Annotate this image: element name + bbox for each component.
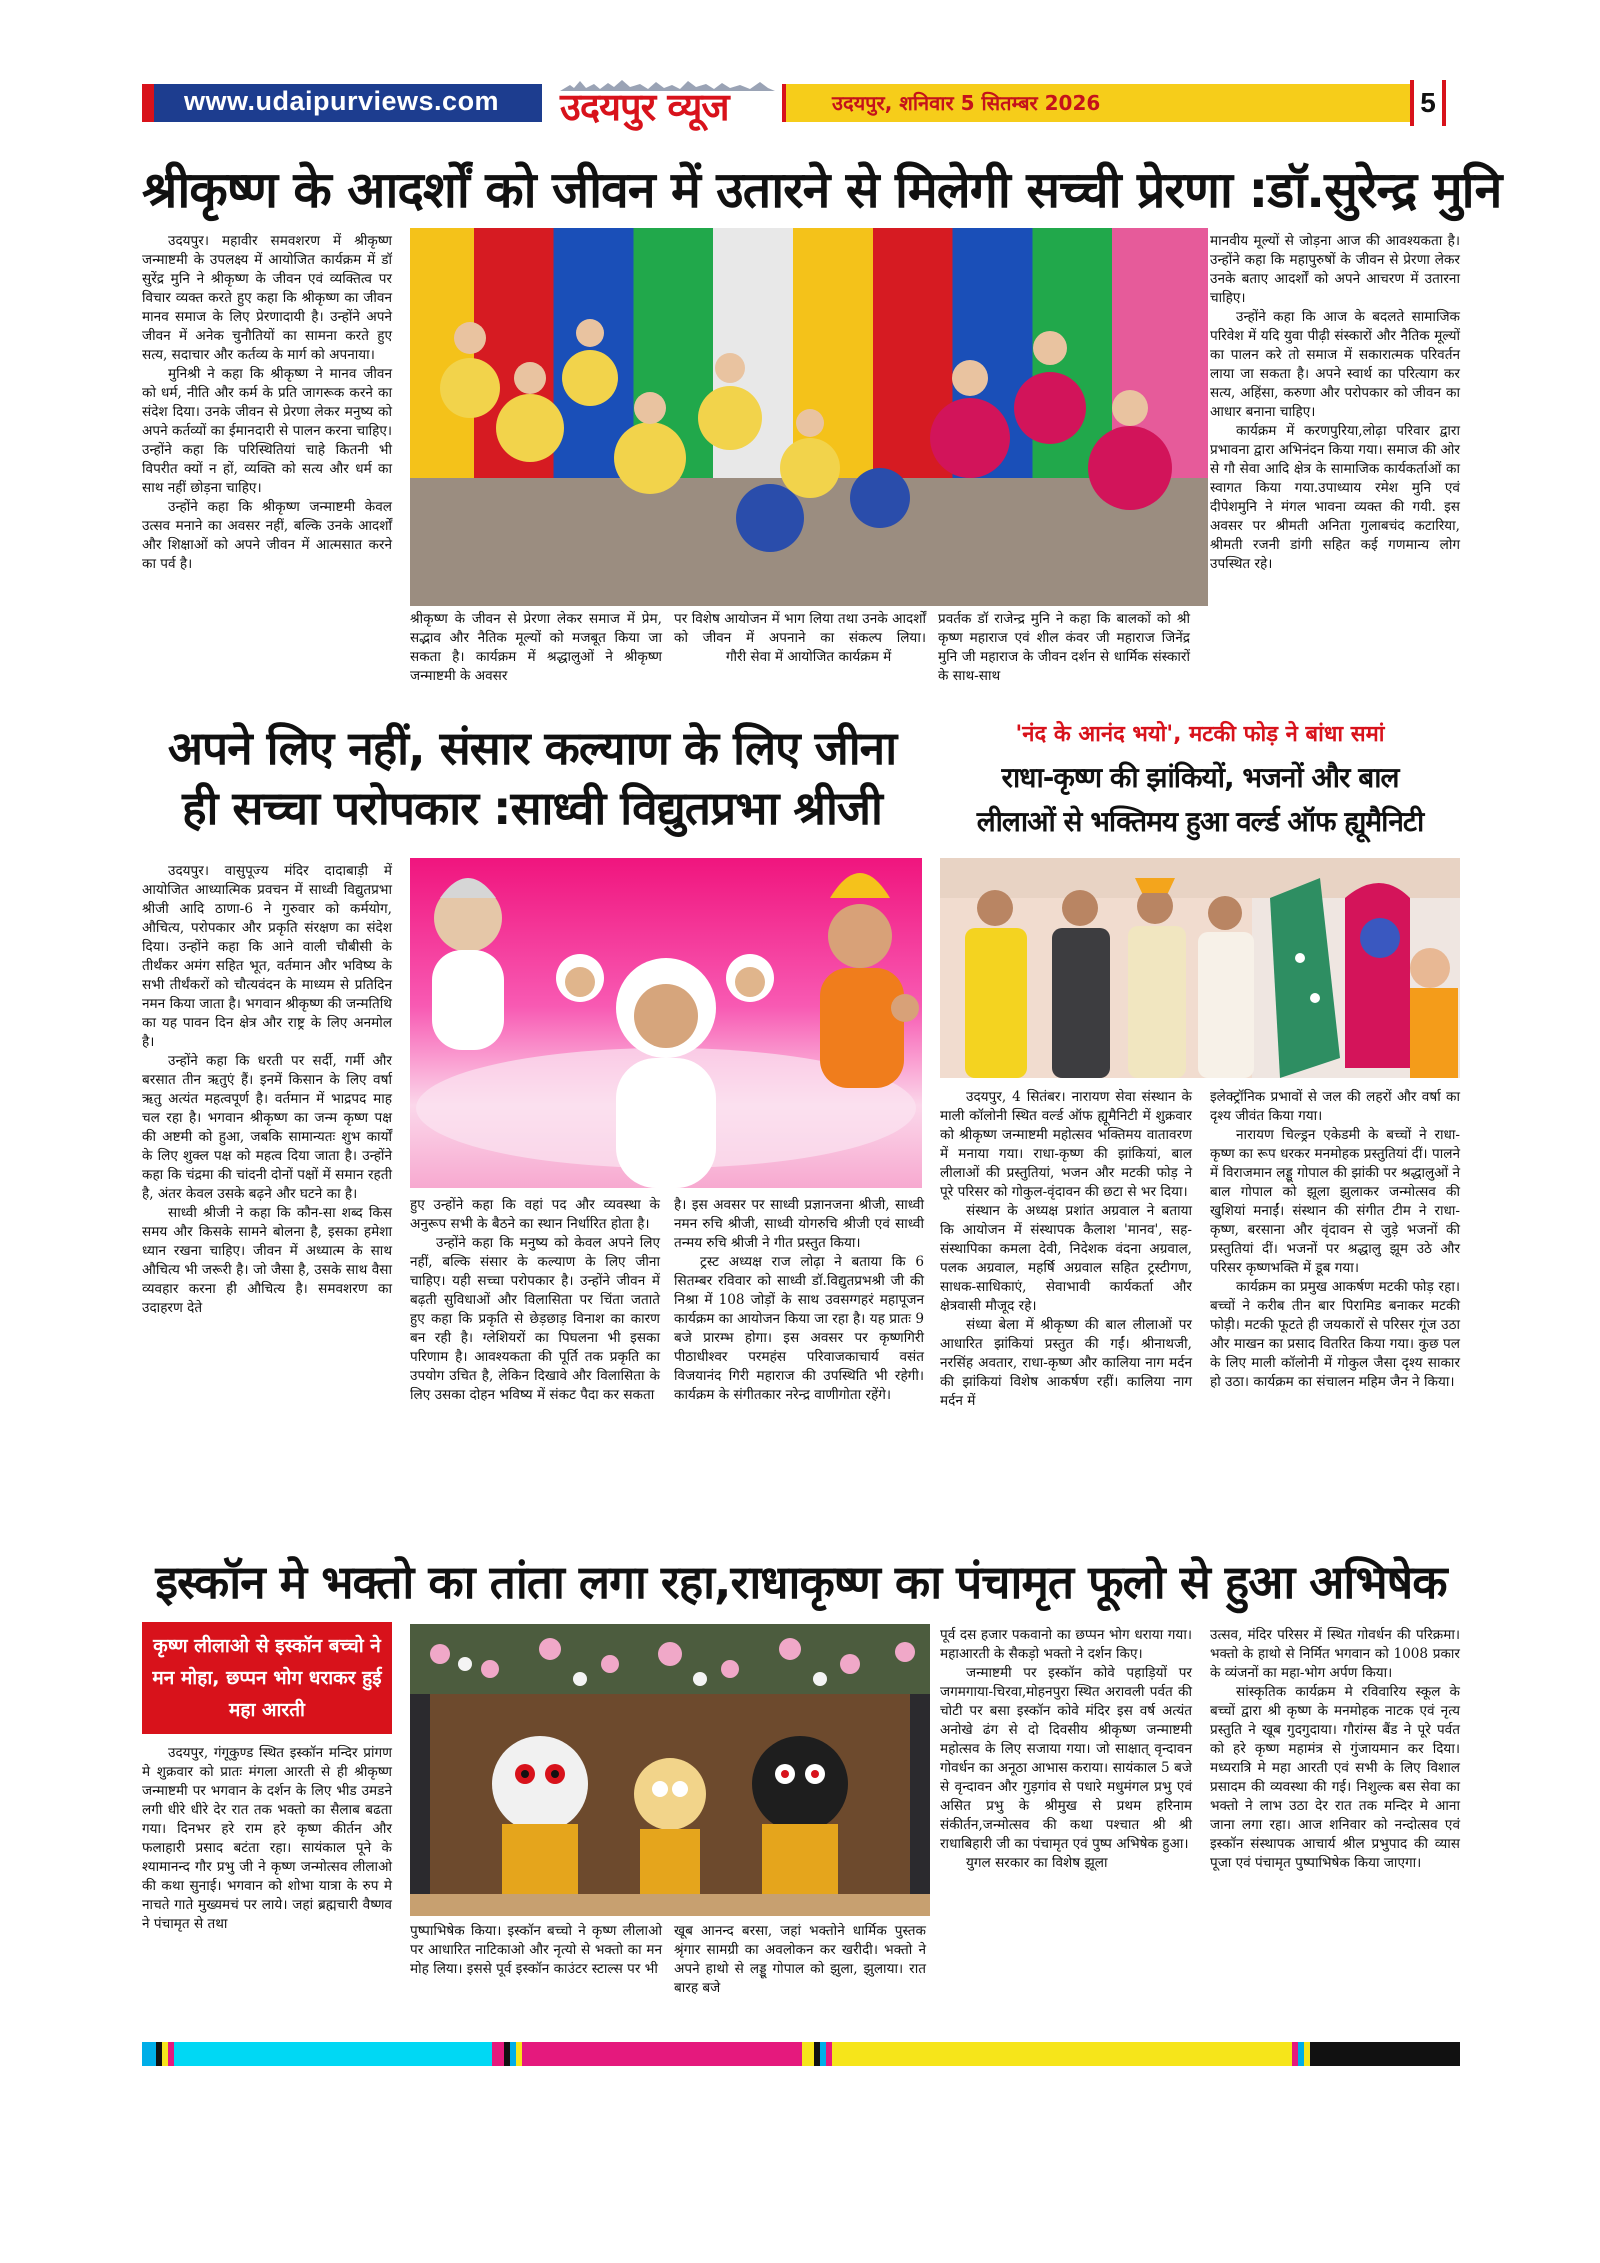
paragraph: साध्वी श्रीजी ने कहा कि कौन-सा शब्द किस समय और किसके सामने बोलना है, इसका हमेशा ध्यान रखना चाहिए। जीवन में अध्यात्म के साथ औचित्य भी जरूरी है। जो जैसा है, उसके साथ वैसा व्यवहार करना ही औचित्य है। समवशरण का उदाहरण देते bbox=[142, 1205, 392, 1316]
paragraph: उत्सव, मंदिर परिसर में स्थित गोवर्धन की परिक्रमा। भक्तो के हाथो से निर्मित भगवान को 1008 प्रकार के व्यंजनों का महा-भोग अर्पण किया। bbox=[1210, 1627, 1460, 1681]
paragraph: उन्होंने कहा कि धरती पर सर्दी, गर्मी और बरसात तीन ऋतुएं हैं। इनमें किसान के लिए वर्षा ऋतु अत्यंत महत्वपूर्ण है। वर्तमान में भाद्रपद माह चल रहा है। भगवान श्रीकृष्ण का जन्म कृष्ण पक्ष की अष्टमी को हुआ, जबकि सामान्यतः शुभ कार्यों के लिए शुक्ल पक्ष को महत्व दिया जाता है। उन्होंने कहा कि चंद्रमा की चांदनी दोनों पक्षों में समान रहती है, अंतर केवल उसके बढ़ने और घटने का है। bbox=[142, 1053, 392, 1202]
story3-photo-janmashtami-event bbox=[940, 858, 1460, 1078]
paragraph: उदयपुर, 4 सितंबर। नारायण सेवा संस्थान के माली कॉलोनी स्थित वर्ल्ड ऑफ ह्यूमैनिटी में शुक्रवार को श्रीकृष्ण जन्माष्टमी महोत्सव भक्तिमय वातावरण में मनाया गया। राधा-कृष्ण की झांकियां, बाल लीलाओं की प्रस्तुतियां, भजन और मटकी फोड़ ने पूरे परिसर को गोकुल-वृंदावन की छटा से भर दिया। bbox=[940, 1089, 1192, 1200]
paragraph: हुए उन्होंने कहा कि वहां पद और व्यवस्था के अनुरूप सभी के बैठने का स्थान निर्धारित होता है। bbox=[410, 1197, 660, 1232]
story1-headline: श्रीकृष्ण के आदर्शों को जीवन में उतारने से मिलेगी सच्ची प्रेरणा :डॉ.सुरेन्द्र मुनि bbox=[142, 161, 1502, 219]
story4-photo-iskcon-deities bbox=[410, 1624, 930, 1916]
story3-headline-line1: राधा-कृष्ण की झांकियों, भजनों और बाल bbox=[1001, 761, 1399, 794]
paragraph: युगल सरकार का विशेष झूला bbox=[966, 1855, 1108, 1871]
paragraph: जन्माष्टमी पर इस्कॉन कोवे पहाड़ियों पर जगमगाया-चिरवा,मोहनपुरा स्थित अरावली पर्वत की चोटी पर बसा इस्कॉन कोवे मंदिर इस वर्ष अत्यंत अनोखे ढंग से दो दिवसीय श्रीकृष्ण जन्माष्टमी महोत्सव के लिए सजाया गया। जो साक्षात् वृन्दावन गोवर्धन का अनूठा आभास कराया। सायंकाल 5 बजे से वृन्दावन और गुड़गांव से पधारे मधुमंगल प्रभु एवं असित प्रभु के श्रीमुख से प्रथम हरिनाम संकीर्तन,जन्मोत्सव की कथा पश्चात श्री श्री राधाबिहारी जी का पंचामृत एवं पुष्प अभिषेक हुआ। bbox=[940, 1665, 1192, 1852]
story2-headline-line2: ही सच्चा परोपकार :साध्वी विद्युतप्रभा श्रीजी bbox=[182, 781, 882, 835]
story1-under-photo-col1: श्रीकृष्ण के जीवन से प्रेरणा लेकर समाज में प्रेम, सद्भाव और नैतिक मूल्यों को मजबूत किया जा सकता है। कार्यक्रम में श्रद्धालुओं ने श्रीकृष्ण जन्माष्टमी के अवसर bbox=[410, 611, 662, 684]
story1-under-photo-col2: पर विशेष आयोजन में भाग लिया तथा उनके आदर्शों को जीवन में अपनाने का संकल्प लिया। गौरी सेवा में आयोजित कार्यक्रम में bbox=[674, 611, 926, 665]
story2-headline-line1: अपने लिए नहीं, संसार कल्याण के लिए जीना bbox=[167, 721, 897, 775]
story2-col2 bbox=[410, 1196, 660, 1405]
masthead-brand[interactable]: उदयपुर व्यूज bbox=[560, 85, 729, 129]
paragraph: संध्या बेला में श्रीकृष्ण की बाल लीलाओं पर आधारित झांकियां प्रस्तुत की गईं। श्रीनाथजी, नरसिंह अवतार, राधा-कृष्ण और कालिया नाग मर्दन की झांकियां विशेष आकर्षण रहीं। कालिया नाग मर्दन में bbox=[940, 1317, 1192, 1409]
story4-under-photo-col1: पुष्पाभिषेक किया। इस्कॉन बच्चो ने कृष्ण लीलाओ पर आधारित नाटिकाओ और नृत्यो से भक्तो का मन मोह लिया। इससे पूर्व इस्कॉन काउंटर स्टाल्स पर भी bbox=[410, 1923, 662, 1977]
paragraph: मुनिश्री ने कहा कि श्रीकृष्ण ने मानव जीवन को धर्म, नीति और कर्म के प्रति जागरूक करने का संदेश दिया। उनके जीवन से प्रेरणा लेकर मनुष्य को अपने कर्तव्यों का ईमानदारी से पालन करना चाहिए। उन्होंने कहा कि परिस्थितियां चाहे कितनी भी विपरीत क्यों न हों, व्यक्ति को सत्य और धर्म का साथ नहीं छोड़ना चाहिए। bbox=[142, 366, 392, 496]
paragraph: है। इस अवसर पर साध्वी प्रज्ञानजना श्रीजी, साध्वी नमन रुचि श्रीजी, साध्वी योगरुचि श्रीजी एवं साध्वी तन्मय रुचि श्रीजी ने गीत प्रस्तुत किया। bbox=[674, 1197, 924, 1251]
story2-col3 bbox=[674, 1196, 924, 1405]
story4-col4 bbox=[1210, 1626, 1460, 1873]
story1-col-right bbox=[1210, 232, 1460, 574]
paragraph: उन्होंने कहा कि आज के बदलते सामाजिक परिवेश में यदि युवा पीढ़ी संस्कारों और नैतिक मूल्यों का पालन करे तो समाज में सकारात्मक परिवर्तन लाया जा सकता है। अपने स्वार्थ का परित्याग कर सत्य, अहिंसा, करुणा और परोपकार को जीवन का आधार बनाना चाहिए। bbox=[1210, 309, 1460, 420]
story2-photo-sadhvi-collage bbox=[410, 858, 922, 1188]
paragraph: उदयपुर, गंगूकुण्ड स्थित इस्कॉन मन्दिर प्रांगण मे शुक्रवार को प्रातः मंगला आरती से ही श्रीकृष्ण जन्माष्टमी पर भगवान के दर्शन के लिए भीड उमडने लगी धीरे धीरे देर रात तक भक्तो का सैलाब बढता गया। दिनभर हरे राम हरे कृष्ण कीर्तन और फलाहारी प्रसाद बटंता रहा। सायंकाल पूने के श्यामानन्द गौर प्रभु जी ने कृष्ण जन्मोत्सव लीलाओ की कथा सुनाई। भगवान को शोभा यात्रा के रुप मे नाचते गाते मुख्यमचं पर लाये। जहां ब्रह्मचारी वैष्णव ने पंचामृत से तथा bbox=[142, 1745, 392, 1932]
story3-col2 bbox=[1210, 1088, 1460, 1392]
masthead-dateline: उदयपुर, शनिवार 5 सितम्बर 2026 bbox=[832, 91, 1101, 115]
story3-headline-line2: लीलाओं से भक्तिमय हुआ वर्ल्ड ऑफ ह्यूमैनिटी bbox=[976, 805, 1424, 838]
paragraph: इलेक्ट्रॉनिक प्रभावों से जल की लहरों और वर्षा का दृश्य जीवंत किया गया। bbox=[1210, 1089, 1460, 1124]
page-number: 5 bbox=[1410, 80, 1446, 126]
masthead bbox=[142, 76, 1460, 128]
print-color-bar bbox=[142, 2042, 1460, 2066]
paragraph: पूर्व दस हजार पकवानो का छप्पन भोग धराया गया। महाआरती के सैकड़ो भक्तो ने दर्शन किए। bbox=[940, 1627, 1192, 1662]
paragraph: उदयपुर। महावीर समवशरण में श्रीकृष्ण जन्माष्टमी के उपलक्ष्य में आयोजित कार्यक्रम में डॉ सुरेंद्र मुनि ने श्रीकृष्ण के जीवन एवं व्यक्तित्व पर विचार व्यक्त करते हुए कहा कि श्रीकृष्ण का जीवन मानव समाज के लिए प्रेरणादायी है। उन्होंने अपने जीवन में अनेक चुनौतियों का सामना करते हुए सत्य, सदाचार और कर्तव्य के मार्ग को अपनाया। bbox=[142, 233, 392, 363]
story4-sidebar-text: कृष्ण लीलाओ से इस्कॉन बच्चो ने मन मोहा, छप्पन भोग धराकर हुई महा आरती bbox=[152, 1635, 382, 1721]
story2-col1 bbox=[142, 862, 392, 1318]
story4-sidebar-box bbox=[142, 1622, 392, 1734]
paragraph: संस्थान के अध्यक्ष प्रशांत अग्रवाल ने बताया कि आयोजन में संस्थापक कैलाश 'मानव', सह-संस्थापिका कमला देवी, निदेशक वंदना अग्रवाल, पलक अग्रवाल, महर्षि अग्रवाल सहित ट्रस्टीगण, साधक-साधिकाएं, सेवाभावी कार्यकर्ता और क्षेत्रवासी मौजूद रहे। bbox=[940, 1203, 1192, 1314]
paragraph: कार्यक्रम में करणपुरिया,लोढ़ा परिवार द्वारा प्रभावना द्वारा अभिनंदन किया गया। समाज की ओर से गौ सेवा आदि क्षेत्र के सामाजिक कार्यकर्ताओं का स्वागत किया गया.उपाध्याय रमेश मुनि एवं दीपेशमुनि ने मंगल भावना व्यक्त की गयी. इस अवसर पर श्रीमती अनिता गुलाबचंद कटारिया, श्रीमती रजनी डांगी सहित कई गणमान्य लोग उपस्थित रहे। bbox=[1210, 423, 1460, 572]
story4-under-photo-col2: खूब आनन्द बरसा, जहां भक्तोने धार्मिक पुस्तक श्रृंगार सामग्री का अवलोकन कर खरीदी। भक्तो ने अपने हाथो से लड्डू गोपाल को झुला, झुलाया। रात बारह बजे bbox=[674, 1923, 926, 1996]
paragraph: उदयपुर। वासुपूज्य मंदिर दादाबाड़ी में आयोजित आध्यात्मिक प्रवचन में साध्वी विद्युतप्रभा श्रीजी आदि ठाणा-6 ने गुरुवार को कर्मयोग, औचित्य, परोपकार और प्रकृति संरक्षण का संदेश दिया। उन्होंने कहा कि आने वाली चौबीसी के तीर्थंकर अमंग सहित भूत, वर्तमान और भविष्य के सभी तीर्थंकरों को चौत्यवंदन के माध्यम से प्रतिदिन नमन किया जाता है। भगवान श्रीकृष्ण की जन्मतिथि का यह पावन दिन क्षेत्र और राष्ट्र के लिए अनमोल है। bbox=[142, 863, 392, 1050]
story1-under-photo-col3: प्रवर्तक डॉ राजेन्द्र मुनि ने कहा कि बालकों को श्री कृष्ण महाराज एवं शील कंवर जी महाराज जिनेंद्र मुनि जी महाराज के जीवन दर्शन से धार्मिक संस्कारों के साथ-साथ bbox=[938, 611, 1190, 684]
story1-photo-children-krishna bbox=[410, 228, 1208, 606]
story4-headline: इस्कॉन मे भक्तो का तांता लगा रहा,राधाकृष्ण का पंचामृत फूलो से हुआ अभिषेक bbox=[155, 1555, 1447, 1609]
paragraph: कार्यक्रम का प्रमुख आकर्षण मटकी फोड़ रहा। बच्चों ने करीब तीन बार पिरामिड बनाकर मटकी फोड़ी। मटकी फूटते ही जयकारों से परिसर गूंज उठा और माखन का प्रसाद वितरित किया गया। कुछ पल के लिए माली कॉलोनी में गोकुल जैसा दृश्य साकार हो उठा। कार्यक्रम का संचालन महिम जैन ने किया। bbox=[1210, 1279, 1460, 1390]
paragraph: उन्होंने कहा कि मनुष्य को केवल अपने लिए नहीं, बल्कि संसार के कल्याण के लिए जीना चाहिए। यही सच्चा परोपकार है। उन्होंने जीवन में बढ़ती सुविधाओं और विलासिता पर चिंता जताते हुए कहा कि प्रकृति से छेड़छाड़ विनाश का कारण बन रही है। ग्लेशियरों का पिघलना भी इसका परिणाम है। आवश्यकता की पूर्ति तक प्रकृति का उपयोग उचित है, लेकिन दिखावे और विलासिता के लिए उसका दोहन भविष्य में संकट पैदा कर सकता bbox=[410, 1235, 660, 1403]
paragraph: नारायण चिल्ड्रन एकेडमी के बच्चों ने राधा-कृष्ण का रूप धरकर मनमोहक प्रस्तुतियां दीं। पालने में विराजमान लड्डू गोपाल की झांकी पर श्रद्धालुओं ने बाल गोपाल को झूला झुलाकर जन्मोत्सव की खुशियां मनाईं। संस्थान की संगीत टीम ने राधा-कृष्ण, बरसाना और वृंदावन से जुड़े भजनों की प्रस्तुतियां दीं। भजनों पर श्रद्धालु झूम उठे और परिसर कृष्णभक्ति में डूब गया। bbox=[1210, 1127, 1461, 1276]
story4-col1 bbox=[142, 1744, 392, 1934]
paragraph: ट्रस्ट अध्यक्ष राज लोढ़ा ने बताया कि 6 सितम्बर रविवार को साध्वी डॉ.विद्युतप्रभश्री जी की निश्रा में 108 जोड़ों के साथ उवसग्गहरं महापूजन कार्यक्रम का आयोजन किया जा रहा है। यह प्रातः 9 बजे प्रारम्भ होगा। इस अवसर पर कृष्णगिरी पीठाधीश्वर परमहंस परिवाजकाचार्य वसंत विजयानंद गिरी महाराज की उपस्थिति भी रहेगी। कार्यक्रम के संगीतकार नरेन्द्र वाणीगोता रहेंगे। bbox=[674, 1254, 924, 1403]
story1-col1 bbox=[142, 232, 392, 574]
story3-kicker: 'नंद के आनंद भयो', मटकी फोड़ ने बांधा समां bbox=[1015, 722, 1385, 747]
masthead-url[interactable]: www.udaipurviews.com bbox=[184, 86, 500, 116]
paragraph: उन्होंने कहा कि श्रीकृष्ण जन्माष्टमी केवल उत्सव मनाने का अवसर नहीं, बल्कि उनके आदर्शों और शिक्षाओं को अपने जीवन में आत्मसात करने का पर्व है। bbox=[142, 499, 392, 572]
paragraph: सांस्कृतिक कार्यक्रम मे रविवारिय स्कूल के बच्चों द्वारा श्री कृष्ण के मनमोहक नाटक एवं नृत्य प्रस्तुति ने खूब गुदगुदाया। गौरांग्स बैंड ने पूरे पर्वत को हरे कृष्ण महामंत्र से गुंजायमान कर दिया। मध्यरात्रि मे महा आरती एवं सभी के लिए विशाल प्रसादम की व्यवस्था की गई। निशुल्क बस सेवा का भक्तो ने लाभ उठा देर रात तक मन्दिर मे आना जाना लगा रहा। आज शनिवार को नन्दोत्सव एवं इस्कॉन संस्थापक आचार्य श्रील प्रभुपाद की व्यास पूजा एवं पंचामृत पुष्पाभिषेक किया जाएगा। bbox=[1210, 1684, 1460, 1871]
story3-col1 bbox=[940, 1088, 1192, 1411]
paragraph: मानवीय मूल्यों से जोड़ना आज की आवश्यकता है। उन्होंने कहा कि महापुरुषों के जीवन से प्रेरणा लेकर उनके बताए आदर्शों को अपने आचरण में उतारना चाहिए। bbox=[1210, 233, 1460, 306]
story4-col3 bbox=[940, 1626, 1192, 1873]
